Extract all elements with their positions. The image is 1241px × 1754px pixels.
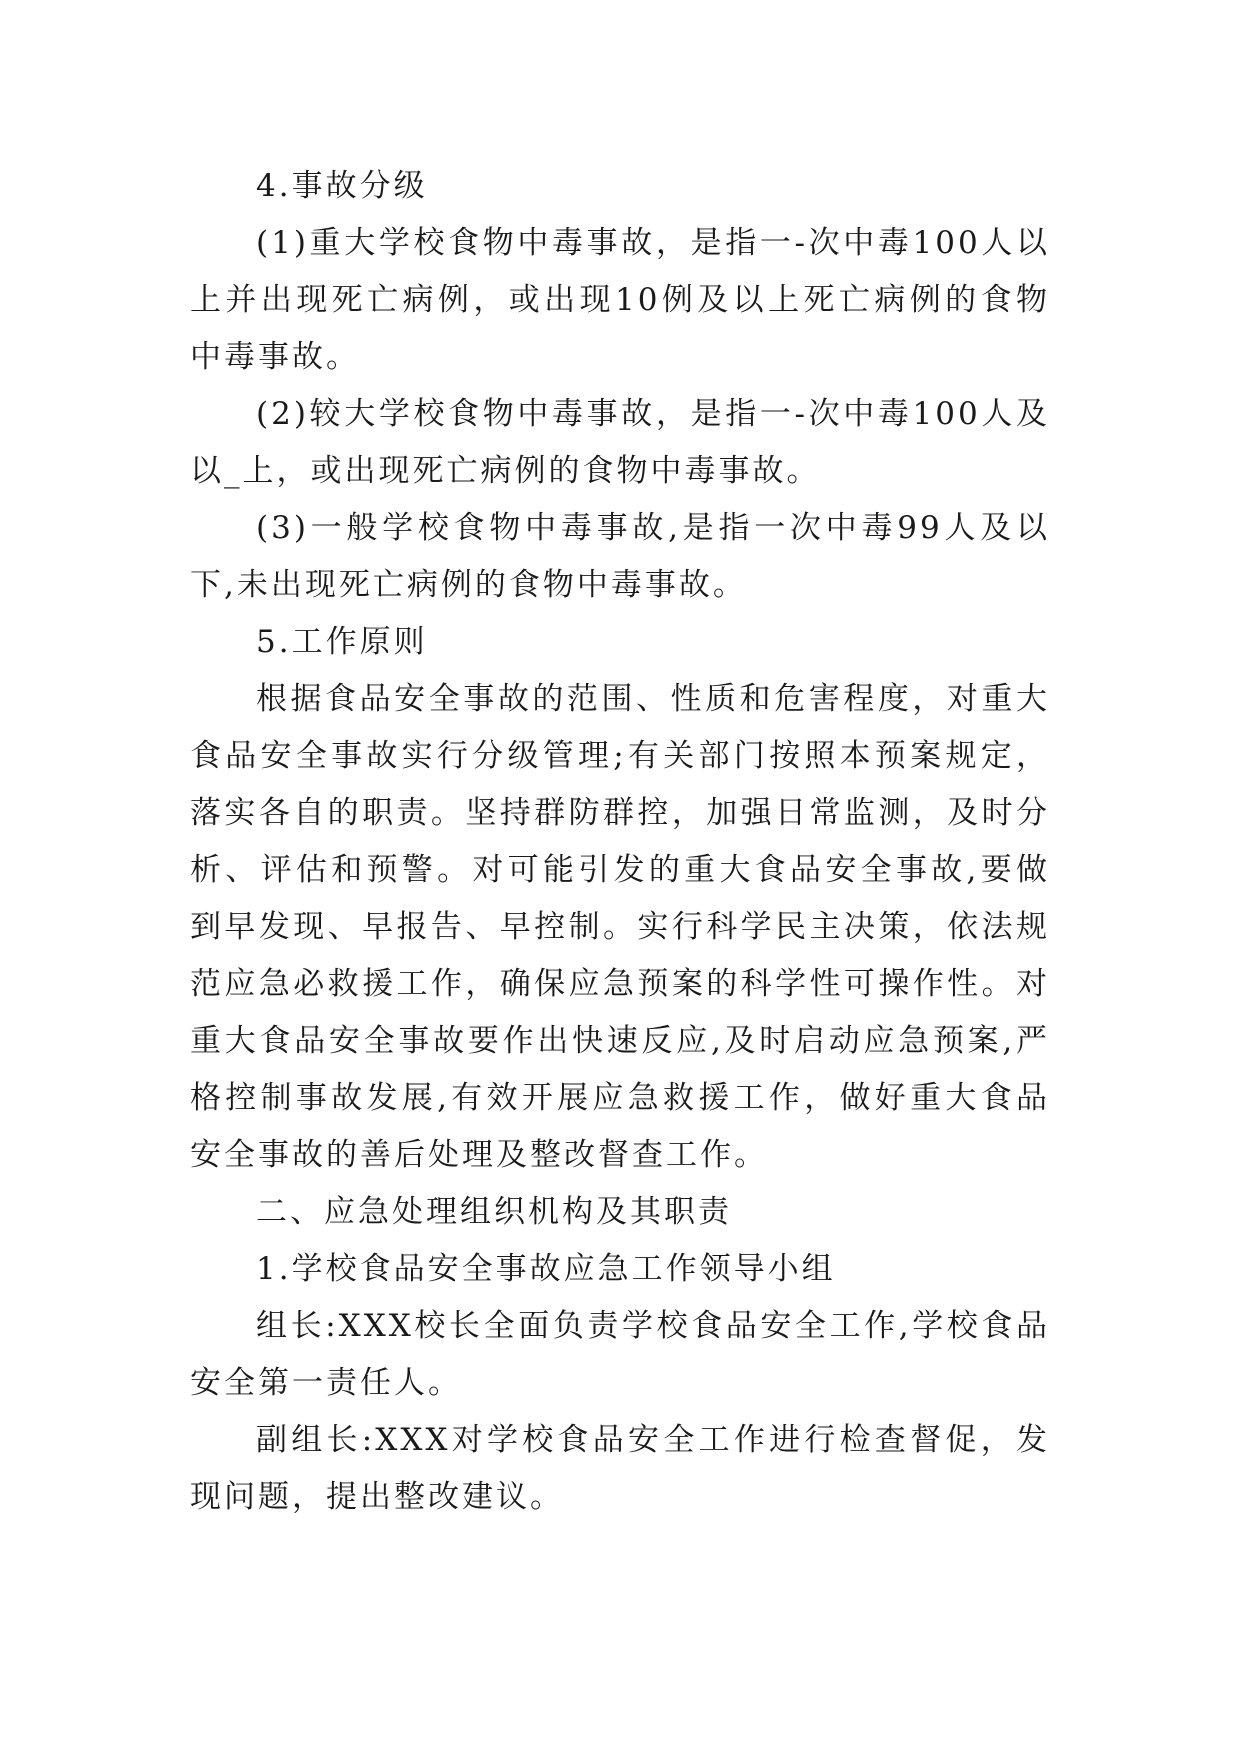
section-heading-incident-levels: 4.事故分级 [256, 168, 428, 204]
paragraph-major-incident: (1)重大学校食物中毒事故，是指一-次中毒100人以上并出现死亡病例，或出现10例及以上死亡病例的食物中毒事故。 [190, 225, 1050, 375]
document-body [190, 158, 1050, 1526]
paragraph-deputy-leader: 副组长:XXX对学校食品安全工作进行检查督促，发现问题，提出整改建议。 [190, 1422, 1050, 1515]
paragraph-general-incident: (3)一般学校食物中毒事故,是指一次中毒99人及以下,未出现死亡病例的食物中毒事故。 [190, 510, 1050, 603]
paragraph-group-leader: 组长:XXX校长全面负责学校食品安全工作,学校食品安全第一责任人。 [190, 1308, 1050, 1401]
section-heading-organization: 二、应急处理组织机构及其职责 [256, 1194, 732, 1230]
paragraph-larger-incident: (2)较大学校食物中毒事故，是指一-次中毒100人及以_上，或出现死亡病例的食物中毒事故。 [190, 396, 1050, 489]
paragraph-work-principles: 根据食品安全事故的范围、性质和危害程度，对重大食品安全事故实行分级管理;有关部门按照本预案规定，落实各自的职责。坚持群防群控，加强日常监测，及时分析、评估和预警。对可能引发的重大食品安全事故,要做到早发现、早报告、早控制。实行科学民主决策，依法规范应急必救援工作，确保应急预案的科学性可操作性。对重大食品安全事故要作出快速反应,及时启动应急预案,严格控制事故发展,有效开展应急救援工作，做好重大食品安全事故的善后处理及整改督查工作。 [190, 681, 1050, 1173]
section-heading-work-principles: 5.工作原则 [256, 624, 428, 660]
subsection-heading-leadership-group: 1.学校食品安全事故应急工作领导小组 [256, 1251, 836, 1287]
